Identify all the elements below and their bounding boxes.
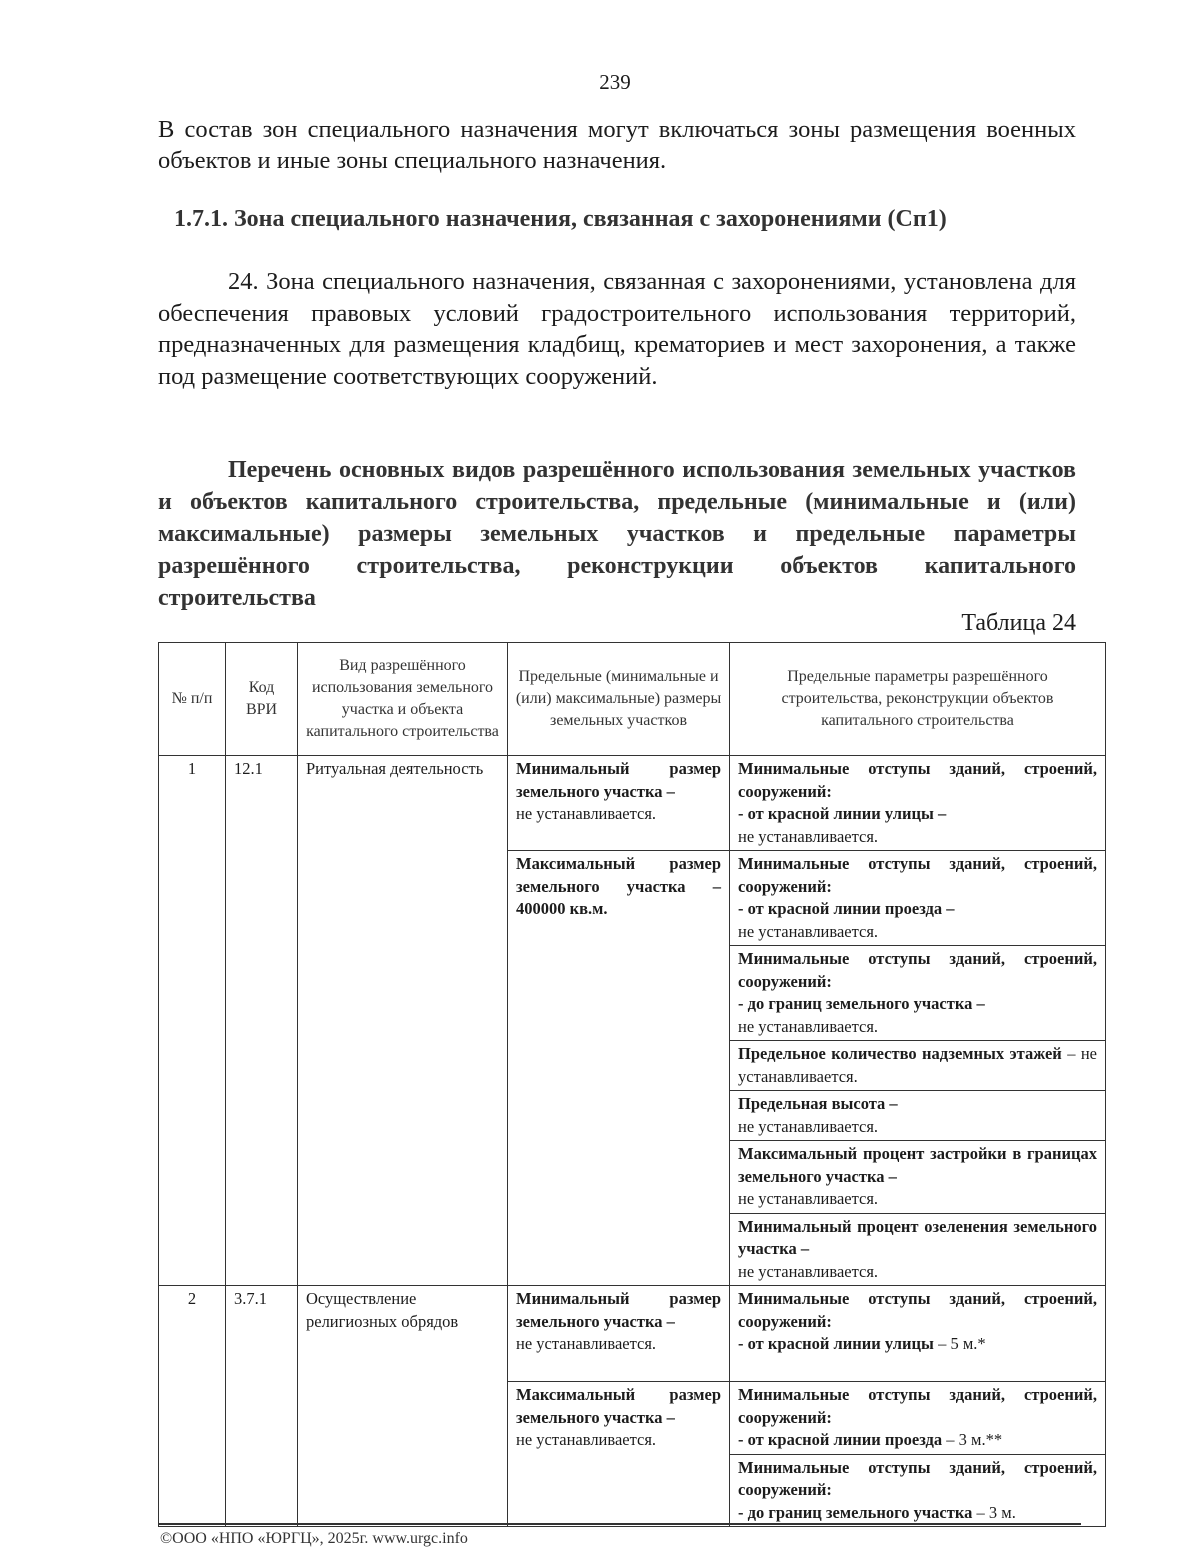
footer-copyright: ©ООО «НПО «ЮРГЦ», 2025г. www.urgc.info xyxy=(160,1530,468,1547)
header-num: № п/п xyxy=(159,643,226,756)
size-max-cell xyxy=(508,851,730,1286)
param-value: не устанавливается. xyxy=(738,1189,879,1208)
param-label: Минимальные отступы зданий, строений, сооружений: xyxy=(738,1289,1097,1331)
param-value: – 5 м.* xyxy=(933,1334,986,1353)
permitted-use-table xyxy=(158,642,1106,1527)
param-cell xyxy=(730,1454,1106,1527)
param-item: - до границ земельного участка xyxy=(738,1502,973,1522)
param-cell xyxy=(730,1041,1106,1091)
param-label: Минимальные отступы зданий, строений, сооружений: xyxy=(738,949,1097,991)
size-max-cell xyxy=(508,1382,730,1527)
section-heading: 1.7.1. Зона специального назначения, связанная с захоронениями (Сп1) xyxy=(174,206,947,232)
size-min-label: Минимальный размер земельного участка – xyxy=(516,1289,721,1331)
param-value: не устанавливается. xyxy=(738,921,879,941)
size-min-label: Минимальный размер земельного участка – xyxy=(516,759,721,801)
header-code: Код ВРИ xyxy=(226,643,298,756)
row-kind: Осуществление религиозных обрядов xyxy=(298,1286,508,1527)
row-num: 1 xyxy=(159,756,226,1286)
size-max-value: не устанавливается. xyxy=(516,1430,657,1449)
size-min-cell xyxy=(508,756,730,851)
param-label: Минимальный процент озеленения земельного участка – xyxy=(738,1216,1097,1258)
list-title: Перечень основных видов разрешённого использования земельных участков и объектов капитального строительства, предельные (минимальные и (или) максимальные) размеры земельных участков и предельные параметры разрешённого строительства, реконструкции объектов капитального строительства xyxy=(158,457,1076,611)
param-label: Минимальные отступы зданий, строений, сооружений: xyxy=(738,854,1097,896)
param-item: - от красной линии проезда xyxy=(738,1430,943,1449)
param-value: не устанавливается. xyxy=(738,1116,879,1136)
header-sizes: Предельные (минимальные и (или) максимальные) размеры земельных участков xyxy=(508,643,730,756)
row-code: 12.1 xyxy=(226,756,298,1286)
param-label: Предельное количество надземных этажей xyxy=(738,1044,1062,1063)
param-item: - от красной линии проезда – xyxy=(738,899,955,918)
param-item: - до границ земельного участка – xyxy=(738,994,985,1013)
row-num: 2 xyxy=(159,1286,226,1527)
footer-divider xyxy=(158,1523,1081,1525)
param-item: - от красной линии улицы – xyxy=(738,804,947,823)
row-kind: Ритуальная деятельность xyxy=(298,756,508,1286)
header-kind: Вид разрешённого использования земельного участка и объекта капитального строительства xyxy=(298,643,508,756)
size-min-value: не устанавливается. xyxy=(516,1334,657,1353)
param-label: Минимальные отступы зданий, строений, сооружений: xyxy=(738,1457,1097,1499)
param-value: не устанавливается. xyxy=(738,1261,879,1281)
param-value: – 3 м.** xyxy=(942,1430,1003,1449)
param-cell xyxy=(730,1382,1106,1455)
param-label: Максимальный процент застройки в границах земельного участка – xyxy=(738,1144,1097,1186)
size-max-label: Максимальный размер земельного участка – xyxy=(516,1385,721,1427)
param-item: - от красной линии улицы xyxy=(738,1334,934,1353)
param-cell xyxy=(730,1141,1106,1214)
param-value: – не устанавливается. xyxy=(738,1044,1097,1086)
table-label: Таблица 24 xyxy=(961,610,1076,636)
param-value: не устанавливается. xyxy=(738,826,879,846)
size-min-cell xyxy=(508,1286,730,1382)
param-value: – 3 м. xyxy=(972,1502,1016,1522)
param-cell xyxy=(730,946,1106,1041)
param-label: Минимальные отступы зданий, строений, сооружений: xyxy=(738,1385,1097,1427)
header-params: Предельные параметры разрешённого строительства, реконструкции объектов капитального строительства xyxy=(730,643,1106,756)
param-label: Минимальные отступы зданий, строений, сооружений: xyxy=(738,759,1097,801)
param-cell xyxy=(730,851,1106,946)
param-cell xyxy=(730,756,1106,851)
param-label: Предельная высота – xyxy=(738,1094,898,1113)
param-cell xyxy=(730,1286,1106,1382)
intro-paragraph: В состав зон специального назначения могут включаться зоны размещения военных объектов и иные зоны специального назначения. xyxy=(158,116,1076,174)
table-row xyxy=(159,756,1106,851)
size-max-label: Максимальный размер земельного участка – 400000 кв.м. xyxy=(516,854,721,918)
param-value: не устанавливается. xyxy=(738,1016,879,1036)
size-min-value: не устанавливается. xyxy=(516,804,657,823)
param-cell xyxy=(730,1213,1106,1286)
page-number: 239 xyxy=(599,70,631,94)
param-cell xyxy=(730,1091,1106,1141)
zone-description-paragraph: 24. Зона специального назначения, связанная с захоронениями, установлена для обеспечения правовых условий градостроительного использования территорий, предназначенных для размещения кладбищ, крематориев и мест захоронения, а также под размещение соответствующих сооружений. xyxy=(158,268,1076,390)
table-row xyxy=(159,1286,1106,1382)
row-code: 3.7.1 xyxy=(226,1286,298,1527)
